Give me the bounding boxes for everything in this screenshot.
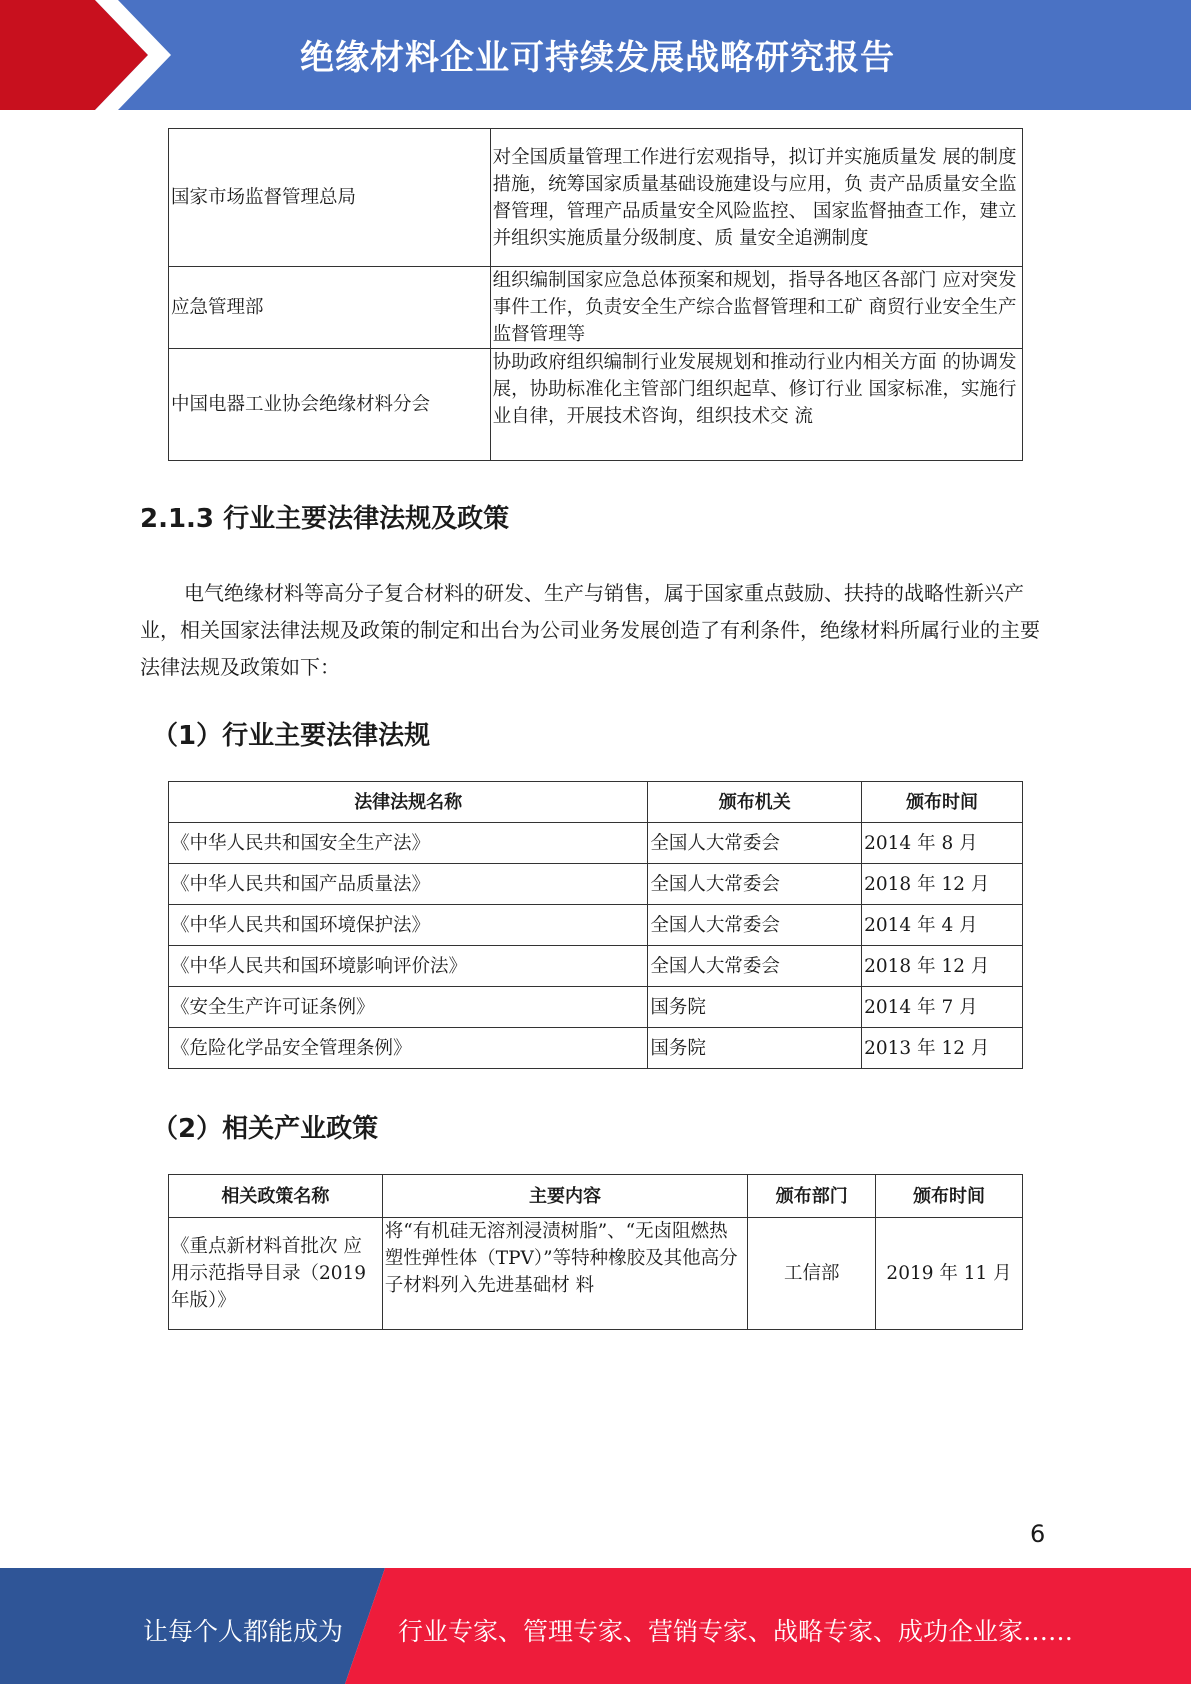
agency-duty: 组织编制国家应急总体预案和规划，指导各地区各部门 应对突发事件工作，负责安全生产综合监督管理和工矿 商贸行业安全生产监督管理等: [490, 267, 1022, 349]
law-name: 《中华人民共和国环境影响评价法》: [169, 946, 648, 987]
law-authority: 国务院: [648, 1028, 862, 1069]
law-authority: 全国人大常委会: [648, 823, 862, 864]
policies-table: [168, 1174, 1023, 1330]
law-name: 《安全生产许可证条例》: [169, 987, 648, 1028]
policies-heading: （2）相关产业政策: [152, 1114, 379, 1144]
law-date: 2014 年 4 月: [862, 905, 1023, 946]
page-header: [0, 0, 1191, 110]
column-header: 颁布时间: [862, 782, 1023, 823]
table-row: [169, 823, 1023, 864]
table-row: [169, 267, 1023, 349]
policy-date: 2019 年 11 月: [876, 1218, 1023, 1330]
law-date: 2013 年 12 月: [862, 1028, 1023, 1069]
table-row: [169, 987, 1023, 1028]
policy-department: 工信部: [748, 1218, 876, 1330]
agency-duty: 对全国质量管理工作进行宏观指导，拟订并实施质量发 展的制度措施，统筹国家质量基础设施建设与应用，负 责产品质量安全监督管理，管理产品质量安全风险监控、 国家监督抽查工作，建立并组织实施质量分级制度、质 量安全追溯制度: [490, 129, 1022, 267]
column-header: 主要内容: [382, 1175, 748, 1218]
law-date: 2018 年 12 月: [862, 864, 1023, 905]
law-authority: 国务院: [648, 987, 862, 1028]
law-name: 《中华人民共和国安全生产法》: [169, 823, 648, 864]
table-row: [169, 1218, 1023, 1330]
footer-slogan-left: 让每个人都能成为: [143, 1617, 344, 1646]
law-date: 2014 年 8 月: [862, 823, 1023, 864]
policy-content: 将“有机硅无溶剂浸渍树脂”、“无卤阻燃热塑性弹性体（TPV）”等特种橡胶及其他高分子材料列入先进基础材 料: [382, 1218, 748, 1330]
law-authority: 全国人大常委会: [648, 905, 862, 946]
footer-slogan-right: 行业专家、管理专家、营销专家、战略专家、成功企业家……: [398, 1617, 1074, 1646]
column-header: 颁布部门: [748, 1175, 876, 1218]
column-header: 颁布时间: [876, 1175, 1023, 1218]
table-row: [169, 905, 1023, 946]
laws-table: [168, 781, 1023, 1069]
law-date: 2018 年 12 月: [862, 946, 1023, 987]
law-date: 2014 年 7 月: [862, 987, 1023, 1028]
table-row: [169, 1028, 1023, 1069]
policy-name: 《重点新材料首批次 应用示范指导目录（2019 年版）》: [169, 1218, 383, 1330]
table-header-row: [169, 782, 1023, 823]
law-name: 《中华人民共和国环境保护法》: [169, 905, 648, 946]
agency-name: 国家市场监督管理总局: [169, 129, 491, 267]
agency-name: 应急管理部: [169, 267, 491, 349]
laws-heading: （1）行业主要法律法规: [152, 721, 431, 751]
table-row: [169, 129, 1023, 267]
law-name: 《中华人民共和国产品质量法》: [169, 864, 648, 905]
table-row: [169, 864, 1023, 905]
report-title: 绝缘材料企业可持续发展战略研究报告: [300, 38, 895, 78]
page-number: 6: [1030, 1520, 1046, 1548]
agency-table: [168, 128, 1023, 461]
law-name: 《危险化学品安全管理条例》: [169, 1028, 648, 1069]
law-authority: 全国人大常委会: [648, 946, 862, 987]
column-header: 法律法规名称: [169, 782, 648, 823]
table-row: [169, 946, 1023, 987]
table-row: [169, 349, 1023, 461]
column-header: 颁布机关: [648, 782, 862, 823]
section-paragraph: 电气绝缘材料等高分子复合材料的研发、生产与销售，属于国家重点鼓励、扶持的战略性新兴产业，相关国家法律法规及政策的制定和出台为公司业务发展创造了有利条件，绝缘材料所属行业的主要法律法规及政策如下：: [140, 581, 1040, 679]
law-authority: 全国人大常委会: [648, 864, 862, 905]
column-header: 相关政策名称: [169, 1175, 383, 1218]
agency-name: 中国电器工业协会绝缘材料分会: [169, 349, 491, 461]
section-heading: 2.1.3 行业主要法律法规及政策: [140, 504, 510, 534]
table-header-row: [169, 1175, 1023, 1218]
agency-duty: 协助政府组织编制行业发展规划和推动行业内相关方面 的协调发展，协助标准化主管部门组织起草、修订行业 国家标准，实施行业自律，开展技术咨询，组织技术交 流: [490, 349, 1022, 461]
